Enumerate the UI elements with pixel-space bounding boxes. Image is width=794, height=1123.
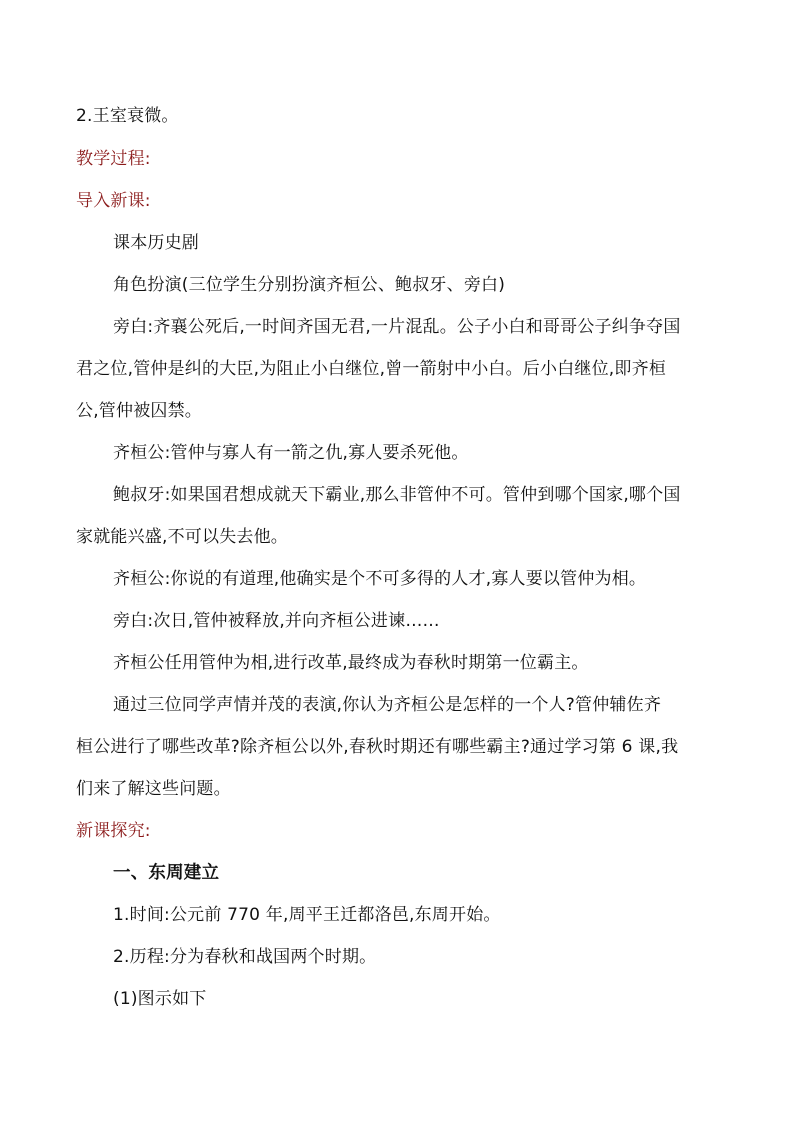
dialogue-duke-huan-2: 齐桓公:你说的有道理,他确实是个不可多得的人才,寡人要以管仲为相。 — [113, 569, 647, 589]
narration-line-3: 公,管仲被囚禁。 — [76, 401, 203, 421]
dialogue-bao-shuya-1: 鲍叔牙:如果国君想成就天下霸业,那么非管仲不可。管仲到哪个国家,哪个国 — [113, 485, 681, 505]
heading-new-lesson: 新课探究: — [76, 821, 151, 841]
item-diagram-intro: (1)图示如下 — [113, 989, 207, 1009]
narration-next-day: 旁白:次日,管仲被释放,并向齐桓公进谏…… — [113, 611, 440, 631]
dialogue-bao-shuya-2: 家就能兴盛,不可以失去他。 — [76, 527, 289, 547]
narration-line-2: 君之位,管仲是纠的大臣,为阻止小白继位,曾一箭射中小白。后小白继位,即齐桓 — [76, 359, 667, 379]
narration-line-1: 旁白:齐襄公死后,一时间齐国无君,一片混乱。公子小白和哥哥公子纠争夺国 — [113, 317, 681, 337]
item-history: 2.历程:分为春秋和战国两个时期。 — [113, 947, 377, 967]
section-title-eastern-zhou: 一、东周建立 — [113, 863, 220, 883]
paragraph-history-play: 课本历史剧 — [113, 233, 199, 253]
item-time: 1.时间:公元前 770 年,周平王迁都洛邑,东周开始。 — [113, 905, 501, 925]
paragraph-role-play: 角色扮演(三位学生分别扮演齐桓公、鲍叔牙、旁白) — [113, 275, 506, 295]
dialogue-duke-huan-1: 齐桓公:管仲与寡人有一箭之仇,寡人要杀死他。 — [113, 443, 469, 463]
paragraph-first-hegemon: 齐桓公任用管仲为相,进行改革,最终成为春秋时期第一位霸主。 — [113, 653, 589, 673]
heading-lesson-intro: 导入新课: — [76, 191, 151, 211]
question-line-3: 们来了解这些问题。 — [76, 779, 231, 799]
item-royal-decline: 2.王室衰微。 — [76, 106, 179, 126]
heading-teaching-process: 教学过程: — [76, 149, 151, 169]
question-line-2: 桓公进行了哪些改革?除齐桓公以外,春秋时期还有哪些霸主?通过学习第 6 课,我 — [76, 737, 679, 757]
question-line-1: 通过三位同学声情并茂的表演,你认为齐桓公是怎样的一个人?管仲辅佐齐 — [113, 695, 662, 715]
